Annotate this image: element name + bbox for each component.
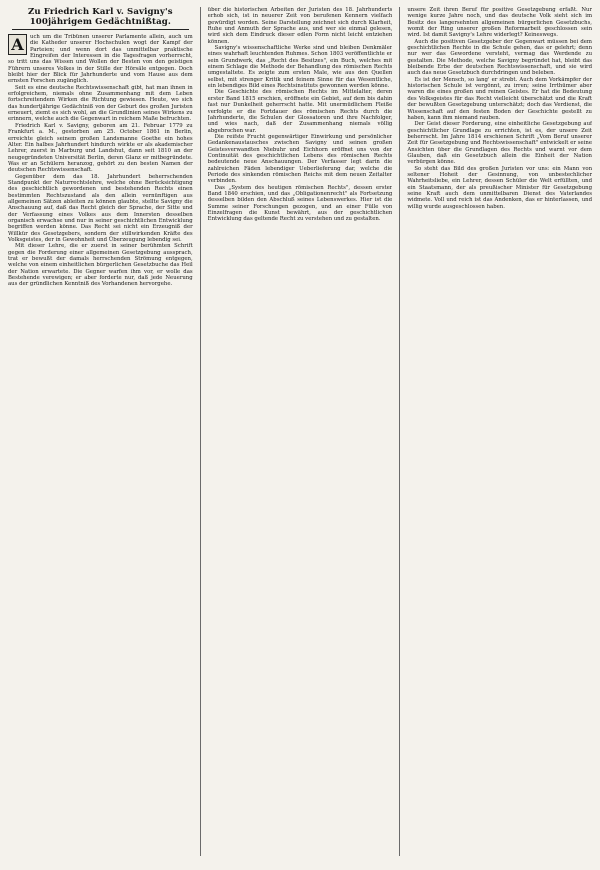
paragraph: Mit dieser Lehre, die er zuerst in seiner berühmten Schrift gegen die Forderung einer allgemeinen Gesetzgebung aussprach, trat er bewußt der damals herrschenden Strömung entgegen, welche von einem einheitlichen bürgerlichen Gesetzbuche das Heil der Nation erwartete. Die Gegner warfen ihm vor, er wolle das Bestehende verewigen; er aber forderte nur, daß jede Neuerung aus der gründlichen Kenntniß des Vorhandenen hervorgehe.	[8, 243, 193, 288]
paragraph: Das „System des heutigen römischen Rechts", dessen erster Band 1840 erschien, und das „Obligationenrecht" als Fortsetzung desselben bilden den Abschluß seines Lebenswerkes. Hier ist die Summe seiner Forschungen gezogen, und an einer Fülle von Einzelfragen die Kunst bewährt, aus der geschichtlichen Entwicklung das geltende Recht zu verstehen und zu gestalten.	[207, 184, 393, 223]
paragraph: uch um die Tribünen unserer Parlamente allein, auch um die Katheder unserer Hochschulen wogt der Kampf der Parteien; und wenn dort das unmittelbar praktische Eingreifen der Interessen in die Tagesfragen vorherrscht, so tritt uns das Wissen und Wollen der Besten von den geistigen Führern unseres Volkes in der Stille der Hörsäle entgegen. Doch bleibt hier der Blick für Jahrhunderte und vom Hause aus dem ernsten Forschen zugänglich.	[8, 34, 193, 85]
article-columns	[8, 7, 592, 856]
paragraph: Friedrich Karl v. Savigny, geboren am 21. Februar 1779 zu Frankfurt a. M., gestorben am 25. October 1861 in Berlin, erreichte gleich seinem großen Landsmanne Goethe ein hohes Alter. Ein halbes Jahrhundert hindurch wirkte er als akademischer Lehrer, zuerst in Marburg und Landshut, dann seit 1810 an der neugegründeten Universität Berlin, deren Glanz er mitbegründete. Was er an Schülern heranzog, gehört zu den besten Namen der deutschen Rechtswissenschaft.	[8, 122, 193, 174]
paragraph: Gegenüber dem das 18. Jahrhundert beherrschenden Standpunkt der Naturrechtslehre, welche ohne Berücksichtigung des geschichtlich gewordenen und bestehenden Rechts einen bestimmten Rechtszustand als den allein vernünftigen aus allgemeinen Sätzen ableiten zu können glaubte, stellte Savigny die Anschauung auf, daß das Recht gleich der Sprache, der Sitte und der Verfassung eines Volkes aus dem Innersten desselben organisch erwachse und nur in seiner geschichtlichen Entwicklung begriffen werden könne. Das Recht sei nicht ein Erzeugniß der Willkür des Gesetzgebers, sondern der stillwirkenden Kräfte des Volksgeistes, der in Gewohnheit und Überzeugung lebendig sei.	[8, 173, 193, 243]
paragraph: Die Geschichte des römischen Rechts im Mittelalter, deren erster Band 1815 erschien, eröffnete ein Gebiet, auf dem bis dahin fast nur Dunkelheit geherrscht hatte. Mit unermüdlichem Fleiße verfolgte er die Fortdauer des römischen Rechts durch die Jahrhunderte, die Schulen der Glossatoren und ihre Nachfolger, und wies nach, daß der Zusammenhang niemals völlig abgebrochen war.	[207, 89, 393, 134]
article-title: Zu Friedrich Karl v. Savigny's 100jährigem Gedächtnißtag.	[27, 7, 173, 27]
paragraph: Auch die positiven Gesetzgeber der Gegenwart müssen bei dem geschichtlichen Rechte in die Schule gehen, das er gelehrt; denn nur wer das Gewordene versteht, vermag das Werdende zu gestalten. Die Methode, welche Savigny begründet hat, bleibt das bleibende Erbe der deutschen Rechtswissenschaft, und sie wird auch das neue Gesetzbuch durchdringen und beleben.	[407, 38, 593, 77]
column-1	[8, 7, 193, 856]
title-rule	[12, 29, 189, 30]
newspaper-page	[8, 7, 592, 856]
paragraph: So steht das Bild des großen Juristen vor uns: ein Mann von seltener Hoheit der Gesinnung, von unbestechlicher Wahrheitsliebe, ein Lehrer, dessen Schüler die Welt erfüllten, und ein Staatsmann, der als preußischer Minister für Gesetzgebung seine Kraft auch dem unmittelbaren Dienst des Vaterlandes widmete. Voll und reich ist das Andenken, das er hinterlassen, und willig wurde ausgeschlossen haben.	[407, 165, 593, 210]
paragraph: Es ist der Mensch, so lang' er strebt. Auch dem Vorkämpfer der historischen Schule ist vergönnt, zu irren; seine Irrthümer aber waren die eines großen und reinen Geistes. Er hat die Bedeutung des Volksgeistes für das Recht vielleicht überschätzt und die Kraft der bewußten Gesetzgebung unterschätzt; doch das Verdienst, die Wissenschaft auf den festen Boden der Geschichte gestellt zu haben, kann ihm niemand rauben.	[407, 76, 593, 121]
paragraph: über die historischen Arbeiten der Juristen des 18. Jahrhunderts erhob sich, ist in neuerer Zeit von berufenen Kennern vielfach gewürdigt worden. Seine Darstellung zeichnet sich durch Klarheit, Ruhe und Anmuth der Sprache aus, und wer sie einmal gelesen, wird sich dem Eindruck dieser edlen Form nicht leicht entziehen können.	[207, 7, 393, 45]
paragraph: Die reifste Frucht gegenwärtiger Einwirkung und persönlicher Gedankenaustausches zwischen Savigny und seinen großen Geistesverwandten Niebuhr und Eichhorn eröffnet uns von der Continuität des geschichtlichen Lebens des römischen Rechts bedeutende neue Anschauungen. Der Verfasser legt darin die zahlreichen Fäden lebendiger Ueberlieferung dar, welche die Periode des sinkenden römischen Reichs mit dem neuen Zeitalter verbinden.	[207, 133, 393, 185]
column-divider	[200, 7, 201, 856]
paragraph: Seit es eine deutsche Rechtswissenschaft gibt, hat man ihnen in erfolgreichem, niemals ohne Zusammenhang mit dem Leben fortschreitendem Wirken die Richtung gewiesen. Heute, wo sich das hundertjährige Gedächtniß von der Geburt des großen Juristen erneuert, ziemt es sich wohl, an die Grundlinien seines Wirkens zu erinnern, welche auch die Gegenwart in reichem Maße befruchten.	[8, 84, 193, 123]
column-3	[407, 7, 592, 856]
paragraph: Der Geist dieser Forderung, eine einheitliche Gesetzgebung auf geschichtlicher Grundlage zu errichten, ist es, der unsere Zeit beherrscht. Im Jahre 1814 erschienen Schrift „Vom Beruf unserer Zeit für Gesetzgebung und Rechtswissenschaft" entwickelt er seine Ansichten über die Grundlagen des Rechts und warnt vor dem Glauben, daß ein Gesetzbuch allein die Einheit der Nation verbürgen könne.	[407, 121, 593, 166]
paragraph: Savigny's wissenschaftliche Werke sind und bleiben Denkmäler eines wahrhaft leuchtenden Ruhmes. Schon 1803 veröffentlichte er sein Grundwerk, das „Recht des Besitzes", ein Buch, welches mit einem Schlage die Methode der Behandlung des römischen Rechts umgestaltete. Es zeigte zum ersten Male, wie aus den Quellen selbst, mit strenger Kritik und feinem Sinne für das Wesentliche, ein lebendiges Bild eines Rechtsinstituts gewonnen werden könne.	[207, 45, 393, 90]
drop-cap-initial: A	[8, 34, 27, 55]
paragraph: unsere Zeit ihren Beruf für positive Gesetzgebung erfaßt. Nur wenige kurze Jahre noch, und das deutsche Volk sieht sich im Besitz des langersehnten allgemeinen bürgerlichen Gesetzbuchs, womit der Ring unserer großen Reformarbeit geschlossen sein wird. Ist damit Savigny's Lehre widerlegt? Keineswegs.	[407, 7, 593, 39]
column-divider	[399, 7, 400, 856]
column-2	[208, 7, 393, 856]
opening-paragraph-block	[8, 34, 193, 85]
